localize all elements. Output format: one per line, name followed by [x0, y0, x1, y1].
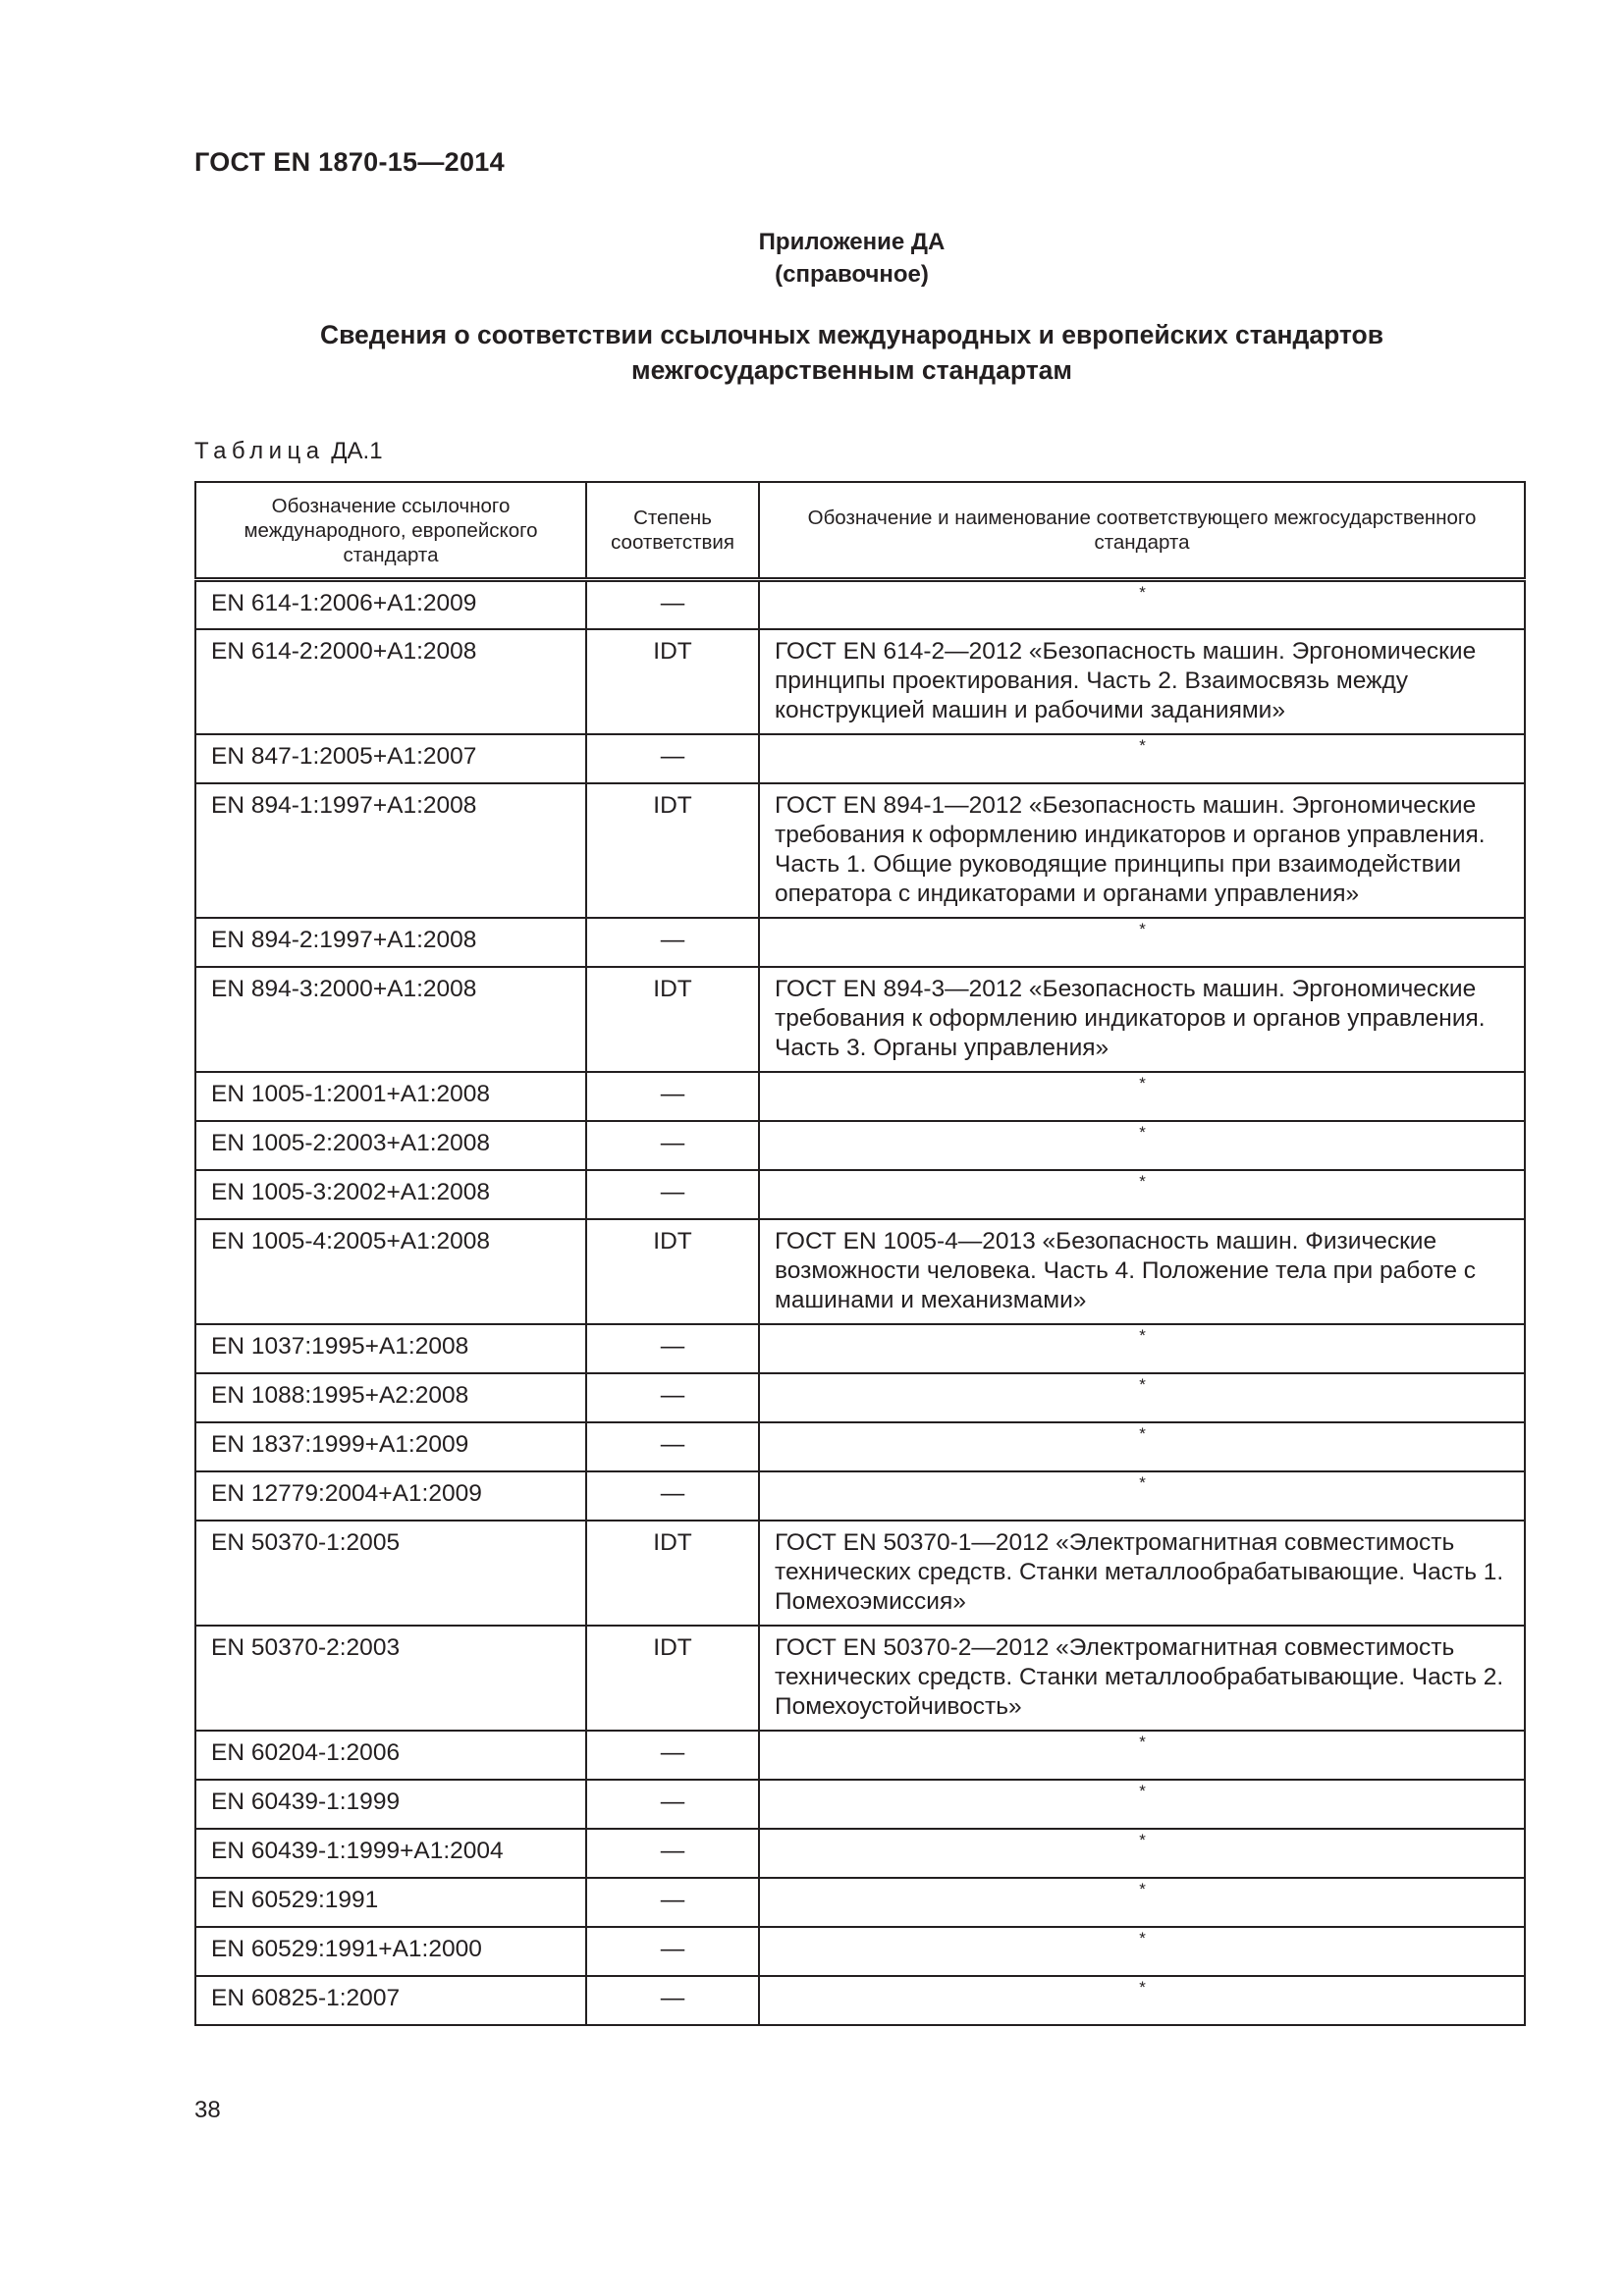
degree-cell: —	[586, 1324, 759, 1373]
table-row	[195, 1731, 1525, 1780]
degree-cell: IDT	[586, 783, 759, 918]
degree-cell: IDT	[586, 1626, 759, 1731]
page-number: 38	[194, 2097, 221, 2123]
no-equivalent-marker: *	[759, 1780, 1525, 1829]
annex-kind: (справочное)	[775, 261, 929, 288]
ref-standard-cell: EN 1088:1995+A2:2008	[195, 1373, 586, 1422]
document-code: ГОСТ EN 1870-15—2014	[194, 147, 505, 177]
no-equivalent-marker: *	[759, 580, 1525, 629]
ref-standard-cell: EN 60825-1:2007	[195, 1976, 586, 2025]
annex-heading	[0, 226, 1624, 291]
interstate-standard-cell: ГОСТ EN 894-1—2012 «Безопасность машин. Эргономические требования к оформлению индикаторов и органов управления. Часть 1. Общие руководящие принципы при взаимодействии оператора с индикаторами и органами управления»	[759, 783, 1525, 918]
header-ref-standard: Обозначение ссылочного международного, европейского стандарта	[195, 482, 586, 580]
no-equivalent-marker: *	[759, 1927, 1525, 1976]
ref-standard-cell: EN 60439-1:1999	[195, 1780, 586, 1829]
no-equivalent-marker: *	[759, 734, 1525, 783]
section-title	[0, 317, 1624, 388]
degree-cell: IDT	[586, 629, 759, 734]
annex-title: Приложение ДА	[758, 229, 946, 255]
table-row	[195, 967, 1525, 1072]
no-equivalent-marker: *	[759, 1072, 1525, 1121]
table-row	[195, 1072, 1525, 1121]
table-row	[195, 1121, 1525, 1170]
table-row	[195, 1927, 1525, 1976]
degree-cell: —	[586, 1121, 759, 1170]
degree-cell: IDT	[586, 967, 759, 1072]
interstate-standard-cell: ГОСТ EN 614-2—2012 «Безопасность машин. Эргономические принципы проектирования. Часть 2. Взаимосвязь между конструкцией машин и рабочими заданиями»	[759, 629, 1525, 734]
table-row	[195, 1219, 1525, 1324]
ref-standard-cell: EN 1005-4:2005+A1:2008	[195, 1219, 586, 1324]
table-row	[195, 1422, 1525, 1471]
ref-standard-cell: EN 12779:2004+A1:2009	[195, 1471, 586, 1521]
no-equivalent-marker: *	[759, 1731, 1525, 1780]
table-row	[195, 1170, 1525, 1219]
section-title-line-1: Сведения о соответствии ссылочных международных и европейских стандартов	[319, 320, 1384, 349]
no-equivalent-marker: *	[759, 1829, 1525, 1878]
degree-cell: —	[586, 1927, 759, 1976]
table-row	[195, 1626, 1525, 1731]
table-header-row	[195, 482, 1525, 580]
degree-cell: —	[586, 734, 759, 783]
no-equivalent-marker: *	[759, 1878, 1525, 1927]
degree-cell: —	[586, 1976, 759, 2025]
no-equivalent-marker: *	[759, 1976, 1525, 2025]
no-equivalent-marker: *	[759, 1324, 1525, 1373]
ref-standard-cell: EN 847-1:2005+A1:2007	[195, 734, 586, 783]
degree-cell: —	[586, 580, 759, 629]
table-label-number: ДА.1	[331, 438, 383, 464]
table-row	[195, 580, 1525, 629]
ref-standard-cell: EN 60439-1:1999+A1:2004	[195, 1829, 586, 1878]
degree-cell: —	[586, 918, 759, 967]
header-degree: Степень соответствия	[586, 482, 759, 580]
no-equivalent-marker: *	[759, 1422, 1525, 1471]
ref-standard-cell: EN 60204-1:2006	[195, 1731, 586, 1780]
ref-standard-cell: EN 60529:1991+A1:2000	[195, 1927, 586, 1976]
ref-standard-cell: EN 1005-1:2001+A1:2008	[195, 1072, 586, 1121]
no-equivalent-marker: *	[759, 1121, 1525, 1170]
table-row	[195, 1976, 1525, 2025]
table-row	[195, 783, 1525, 918]
table-label	[194, 438, 383, 465]
table-row	[195, 1878, 1525, 1927]
degree-cell: —	[586, 1829, 759, 1878]
ref-standard-cell: EN 1037:1995+A1:2008	[195, 1324, 586, 1373]
ref-standard-cell: EN 894-1:1997+A1:2008	[195, 783, 586, 918]
table-row	[195, 734, 1525, 783]
degree-cell: —	[586, 1170, 759, 1219]
no-equivalent-marker: *	[759, 1471, 1525, 1521]
degree-cell: —	[586, 1373, 759, 1422]
degree-cell: —	[586, 1878, 759, 1927]
no-equivalent-marker: *	[759, 918, 1525, 967]
ref-standard-cell: EN 1837:1999+A1:2009	[195, 1422, 586, 1471]
ref-standard-cell: EN 894-3:2000+A1:2008	[195, 967, 586, 1072]
degree-cell: IDT	[586, 1521, 759, 1626]
ref-standard-cell: EN 60529:1991	[195, 1878, 586, 1927]
section-title-line-2: межгосударственным стандартам	[630, 355, 1073, 385]
no-equivalent-marker: *	[759, 1170, 1525, 1219]
degree-cell: —	[586, 1731, 759, 1780]
interstate-standard-cell: ГОСТ EN 1005-4—2013 «Безопасность машин. Физические возможности человека. Часть 4. Положение тела при работе с машинами и механизмами»	[759, 1219, 1525, 1324]
table-row	[195, 918, 1525, 967]
degree-cell: —	[586, 1422, 759, 1471]
standards-table	[194, 481, 1526, 2026]
header-interstate-standard: Обозначение и наименование соответствующего межгосударственного стандарта	[759, 482, 1525, 580]
ref-standard-cell: EN 614-2:2000+A1:2008	[195, 629, 586, 734]
degree-cell: —	[586, 1471, 759, 1521]
ref-standard-cell: EN 1005-2:2003+A1:2008	[195, 1121, 586, 1170]
ref-standard-cell: EN 50370-1:2005	[195, 1521, 586, 1626]
degree-cell: —	[586, 1072, 759, 1121]
table-row	[195, 629, 1525, 734]
interstate-standard-cell: ГОСТ EN 50370-1—2012 «Электромагнитная совместимость технических средств. Станки металлообрабатывающие. Часть 1. Помехоэмиссия»	[759, 1521, 1525, 1626]
ref-standard-cell: EN 1005-3:2002+A1:2008	[195, 1170, 586, 1219]
table-row	[195, 1521, 1525, 1626]
table-row	[195, 1324, 1525, 1373]
table-row	[195, 1373, 1525, 1422]
degree-cell: IDT	[586, 1219, 759, 1324]
ref-standard-cell: EN 614-1:2006+A1:2009	[195, 580, 586, 629]
table-row	[195, 1471, 1525, 1521]
no-equivalent-marker: *	[759, 1373, 1525, 1422]
table-body	[195, 580, 1525, 2025]
interstate-standard-cell: ГОСТ EN 894-3—2012 «Безопасность машин. Эргономические требования к оформлению индикаторов и органов управления. Часть 3. Органы управления»	[759, 967, 1525, 1072]
table-label-word: Таблица	[194, 438, 325, 464]
ref-standard-cell: EN 50370-2:2003	[195, 1626, 586, 1731]
table-row	[195, 1829, 1525, 1878]
degree-cell: —	[586, 1780, 759, 1829]
interstate-standard-cell: ГОСТ EN 50370-2—2012 «Электромагнитная совместимость технических средств. Станки металлообрабатывающие. Часть 2. Помехоустойчивость»	[759, 1626, 1525, 1731]
ref-standard-cell: EN 894-2:1997+A1:2008	[195, 918, 586, 967]
table-row	[195, 1780, 1525, 1829]
